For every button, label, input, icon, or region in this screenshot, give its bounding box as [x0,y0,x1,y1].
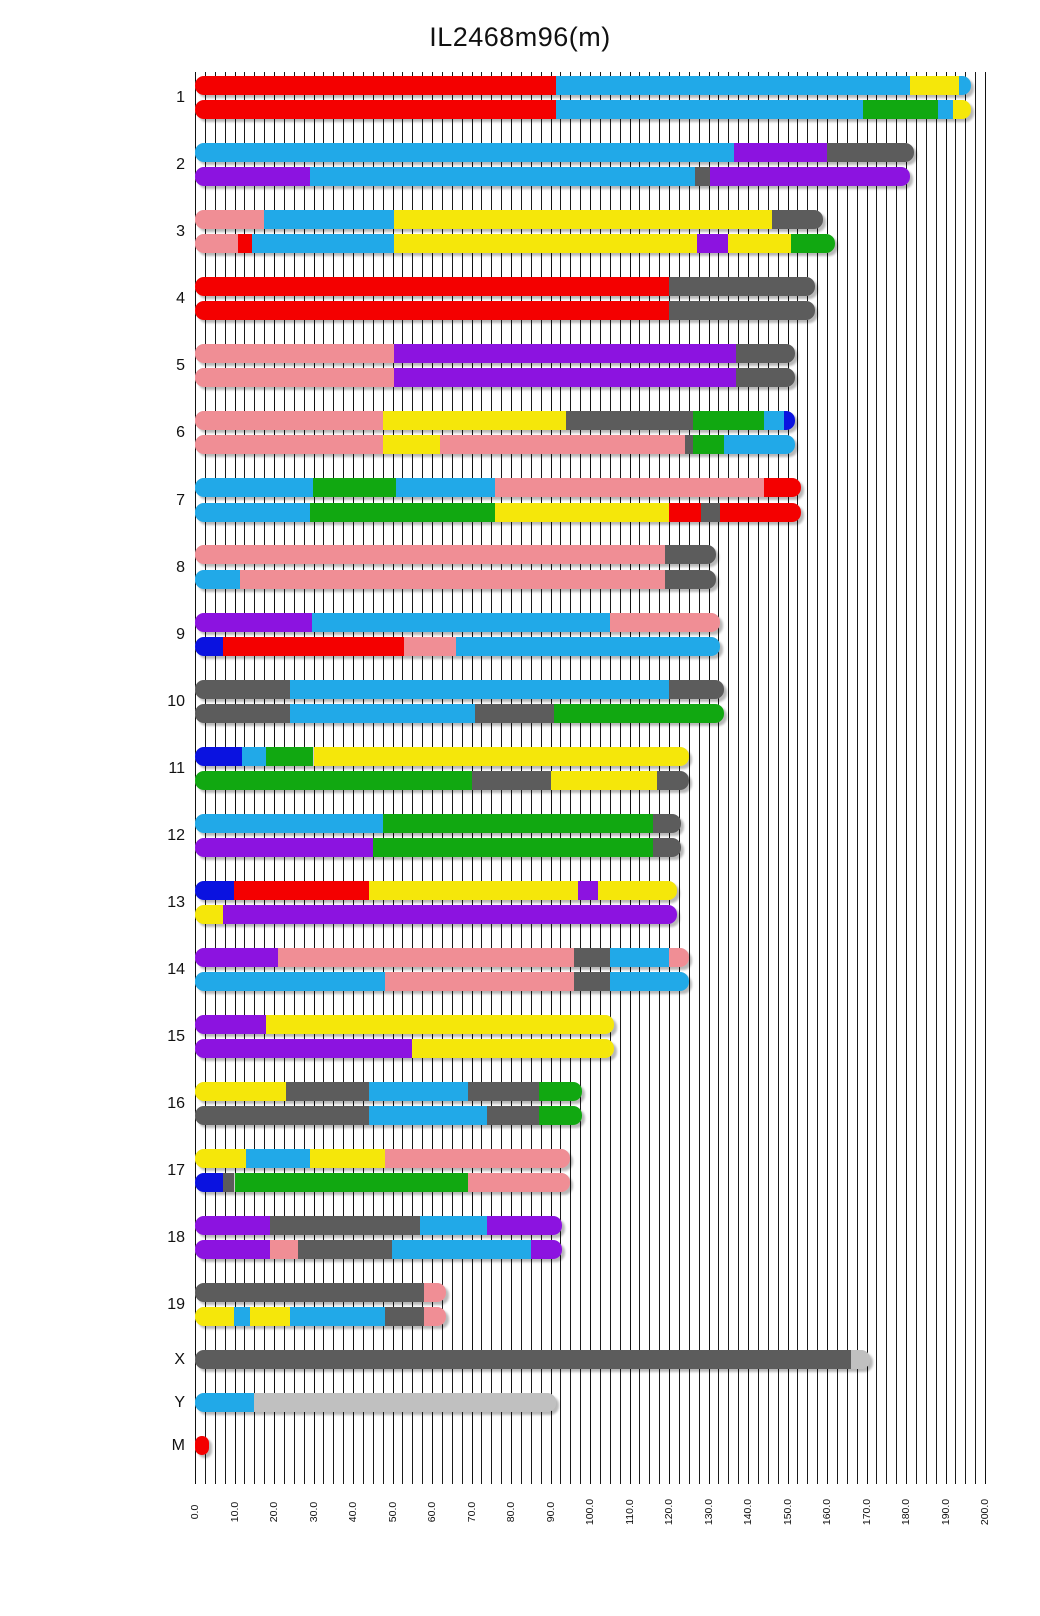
chromosome-segment [195,1240,270,1259]
chromosome-segment [394,344,736,363]
gridline [975,72,976,1484]
gridline [837,72,838,1484]
x-tick-label: 50.0 [386,1501,399,1523]
chromosome-segment [791,234,834,253]
page-title: IL2468m96(m) [429,22,611,52]
chromosome-bar [195,637,720,656]
gridline [926,72,927,1484]
chromosome-label-9: 9 [176,625,185,643]
chromosome-segment [728,234,791,253]
chromosome-segment [254,1393,556,1412]
chromosome-bar [195,1350,870,1369]
chromosome-bar [195,948,689,967]
chromosome-segment [235,1173,468,1192]
chromosome-segment [195,435,383,454]
chromosome-bar [195,570,716,589]
chromosome-segment [373,838,653,857]
chromosome-bar [195,838,681,857]
chromosome-segment [736,344,795,363]
chromosome-segment [286,1082,369,1101]
x-tick-label: 180.0 [900,1498,912,1526]
chromosome-label-7: 7 [176,491,185,509]
chromosome-bar [195,411,795,430]
x-tick-label: 80.0 [505,1501,517,1523]
gridline [906,72,907,1484]
chromosome-segment [724,435,795,454]
chromosome-segment [556,76,910,95]
chromosome-segment [313,478,396,497]
chromosome-segment [610,972,689,991]
chromosome-segment [246,1149,309,1168]
chromosome-bar [195,1436,209,1455]
chromosome-segment [863,100,938,119]
chromosome-segment [195,1350,851,1369]
chromosome-segment [195,1015,266,1034]
chromosome-segment [468,1082,539,1101]
chromosome-segment [195,210,264,229]
chromosome-segment [487,1216,562,1235]
x-tick-label: 200.0 [979,1498,991,1526]
x-tick-label: 170.0 [860,1498,873,1526]
chromosome-segment [383,411,567,430]
chromosome-segment [195,478,313,497]
chromosome-segment [195,747,242,766]
chromosome-segment [531,1240,563,1259]
chromosome-segment [653,814,681,833]
chromosome-segment [298,1240,393,1259]
chromosome-segment [264,210,394,229]
x-tick-label: 160.0 [821,1498,833,1526]
chromosome-label-13: 13 [167,893,185,911]
chromosome-segment [195,344,394,363]
chromosome-segment [238,234,252,253]
chromosome-label-Y: Y [174,1394,185,1411]
gridline [886,72,887,1484]
chromosome-segment [266,747,313,766]
chromosome-bar [195,680,724,699]
chromosome-segment [195,704,290,723]
chromosome-segment [195,838,373,857]
chromosome-segment [396,478,495,497]
chromosome-segment [195,972,385,991]
chromosome-segment [195,948,278,967]
chromosome-segment [772,210,823,229]
chromosome-segment [910,76,959,95]
chromosome-bar [195,277,815,296]
chromosome-segment [383,814,654,833]
chromosome-segment [312,613,456,632]
chromosome-segment [472,771,551,790]
chromosome-segment [424,1307,446,1326]
chromosome-bar [195,1240,562,1259]
chromosome-segment [195,814,383,833]
chromosome-segment [657,771,689,790]
chromosome-segment [223,1173,235,1192]
chromosome-bar [195,503,801,522]
chromosome-segment [685,435,693,454]
gridline [896,72,897,1484]
chromosome-bar [195,1015,614,1034]
chromosome-segment [574,948,610,967]
chromosome-segment [734,143,827,162]
chromosome-segment [610,948,669,967]
gridline [946,72,947,1484]
x-tick-label: 10.0 [228,1501,241,1523]
chromosome-segment [195,368,394,387]
chromosome-bar [195,704,724,723]
chromosome-segment [195,637,223,656]
chromosome-bar [195,478,801,497]
chromosome-segment [369,1106,487,1125]
chromosome-label-12: 12 [167,826,185,844]
chromosome-segment [270,1240,298,1259]
chromosome-bar [195,545,716,564]
chromosome-bar [195,435,795,454]
chromosome-label-2: 2 [176,156,185,174]
chromosome-segment [195,1149,246,1168]
chromosome-segment [610,613,721,632]
chromosome-segment [290,1307,385,1326]
x-tick-label: 30.0 [307,1501,320,1523]
x-tick-label: 140.0 [742,1498,754,1526]
gridline [867,72,868,1484]
chromosome-segment [195,143,734,162]
chromosome-segment [539,1082,582,1101]
chromosome-segment [851,1350,871,1369]
chromosome-label-15: 15 [167,1027,185,1045]
x-tick-label: 100.0 [584,1498,596,1526]
chromosome-segment [412,1039,613,1058]
chromosome-segment [554,704,724,723]
chromosome-segment [290,680,669,699]
chromosome-bar [195,167,910,186]
gridline [827,72,828,1484]
chromosome-segment [404,637,455,656]
chromosome-bar [195,814,681,833]
chromosome-segment [195,545,665,564]
chromosome-segment [195,411,383,430]
x-tick-label: 90.0 [544,1501,557,1523]
chromosome-segment [669,301,815,320]
chromosome-segment [195,1082,286,1101]
chromosome-bar [195,972,689,991]
gridline [936,72,937,1484]
chromosome-bar [195,368,795,387]
x-tick-label: 150.0 [781,1498,794,1526]
chromosome-segment [959,76,971,95]
chromosome-segment [574,972,610,991]
chromosome-segment [195,1173,223,1192]
x-tick-label: 190.0 [939,1498,952,1526]
gridline [985,72,986,1484]
chromosome-segment [195,100,556,119]
gridline [965,72,966,1484]
chromosome-segment [195,1283,424,1302]
chromosome-segment [369,881,578,900]
chromosome-label-X: X [174,1351,185,1369]
chromosome-segment [736,368,795,387]
chromosome-bar [195,76,971,95]
chromosome-segment [242,747,266,766]
chromosome-bar [195,905,677,924]
chromosome-bar [195,1082,582,1101]
chromosome-label-16: 16 [167,1094,185,1112]
chromosome-bar [195,344,795,363]
chromosome-bar [195,771,689,790]
chromosome-segment [669,277,815,296]
chromosome-segment [369,1082,468,1101]
chromosome-segment [695,167,711,186]
chromosome-segment [266,1015,614,1034]
x-tick-label: 40.0 [347,1501,359,1523]
chromosome-segment [385,1149,571,1168]
chromosome-segment [665,545,716,564]
chromosome-bar [195,1307,446,1326]
chromosome-segment [195,570,240,589]
chromosome-bar [195,1216,562,1235]
chromosome-bar [195,1149,570,1168]
x-tick-label: 120.0 [663,1498,675,1526]
chromosome-segment [195,1393,254,1412]
chromosome-bar [195,1393,556,1412]
chromosome-segment [234,1307,250,1326]
chromosome-segment [420,1216,487,1235]
x-tick-label: 0.0 [189,1504,201,1520]
chromosome-label-5: 5 [176,357,185,375]
gridline [847,72,848,1484]
chromosome-bar [195,881,677,900]
chromosome-segment [250,1307,289,1326]
chromosome-label-19: 19 [167,1296,185,1314]
x-axis [189,1484,991,1526]
chromosome-segment [764,478,802,497]
chromosome-label-6: 6 [176,424,185,442]
chromosome-segment [195,1106,369,1125]
chromosome-segment [195,905,223,924]
plot-area [195,72,985,1484]
chromosome-bar [195,210,823,229]
chromosome-segment [195,1307,234,1326]
chromosome-segment [394,210,771,229]
chromosome-segment [495,478,764,497]
chromosome-segment [693,435,725,454]
gridline [817,72,818,1484]
chromosome-bar [195,747,689,766]
chromosome-segment [697,234,729,253]
chromosome-segment [195,881,234,900]
chromosome-segment [938,100,954,119]
chromosome-segment [456,637,721,656]
chromosome-segment [669,680,724,699]
chromosome-segment [701,503,721,522]
chromosome-segment [314,747,689,766]
chromosome-bar [195,234,835,253]
x-tick-label: 60.0 [426,1501,438,1523]
chromosome-label-4: 4 [176,290,185,308]
chromosome-segment [665,570,716,589]
chromosome-segment [566,411,692,430]
chromosome-segment [495,503,669,522]
chromosome-segment [195,1216,270,1235]
chromosome-segment [195,76,556,95]
chromosome-segment [223,637,405,656]
chromosome-segment [394,368,736,387]
chromosome-segment [195,503,310,522]
chromosome-bar [195,1173,570,1192]
chromosome-segment [710,167,909,186]
chromosome-segment [720,503,801,522]
chromosome-label-3: 3 [176,223,185,241]
x-tick-label: 20.0 [268,1501,280,1523]
chromosome-segment [487,1106,538,1125]
chromosome-segment [195,680,290,699]
chromosome-segment [310,503,496,522]
chromosome-segment [953,100,971,119]
chromosome-segment [223,905,677,924]
chromosome-label-14: 14 [167,960,185,978]
chromosome-segment [394,234,696,253]
chromosome-segment [234,881,368,900]
chromosome-label-M: M [171,1436,185,1454]
chromosome-segment [195,1039,412,1058]
chromosome-segment [653,838,681,857]
chromosome-bar [195,1039,614,1058]
chromosome-segment [598,881,677,900]
chromosome-segment [539,1106,582,1125]
chromosome-segment [195,234,238,253]
chromosome-segment [240,570,665,589]
chromosome-segment [392,1240,530,1259]
chromosome-segment [556,100,862,119]
chromosome-label-18: 18 [167,1229,185,1246]
chromosome-segment [195,301,669,320]
x-tick-label: 130.0 [702,1498,715,1526]
chromosome-segment [551,771,658,790]
gridline [955,72,956,1484]
chromosome-bar [195,100,971,119]
chromosome-segment [827,143,914,162]
chromosome-label-8: 8 [176,558,185,576]
chromosome-label-11: 11 [168,759,185,777]
chromosome-bar [195,301,815,320]
chromosome-segment [383,435,440,454]
gridline [916,72,917,1484]
chromosome-segment [385,1307,424,1326]
gridline [876,72,877,1484]
chromosome-segment [669,503,701,522]
chromosome-segment [456,613,610,632]
chromosome-segment [468,1173,571,1192]
chromosome-segment [784,411,796,430]
chromosome-segment [475,704,554,723]
chromosome-segment [290,704,476,723]
chromosome-segment [310,167,695,186]
chromosome-segment [669,948,689,967]
chromosome-segment [764,411,784,430]
chromosome-segment [252,234,394,253]
chromosome-segment [270,1216,420,1235]
gridline [857,72,858,1484]
chromosome-segment [195,167,310,186]
chromosome-segment [440,435,685,454]
chromosome-segment [278,948,574,967]
chromosome-segment [693,411,764,430]
chromosome-bar [195,143,914,162]
chromosome-segment [195,613,312,632]
chromosome-segment [310,1149,385,1168]
chromosome-segment [424,1283,446,1302]
chromosome-bar [195,613,720,632]
chromosome-label-10: 10 [167,692,185,710]
chromosome-label-1: 1 [176,89,185,107]
chromosome-bar [195,1106,582,1125]
chromosome-label-17: 17 [167,1161,185,1179]
chromosome-bar [195,1283,446,1302]
chromosome-segment [195,1436,209,1455]
x-tick-label: 110.0 [623,1499,636,1525]
chromosome-segment [195,771,472,790]
chromosome-segment [195,277,669,296]
chromosome-segment [385,972,575,991]
x-tick-label: 70.0 [465,1501,478,1523]
chromosome-segment [578,881,598,900]
